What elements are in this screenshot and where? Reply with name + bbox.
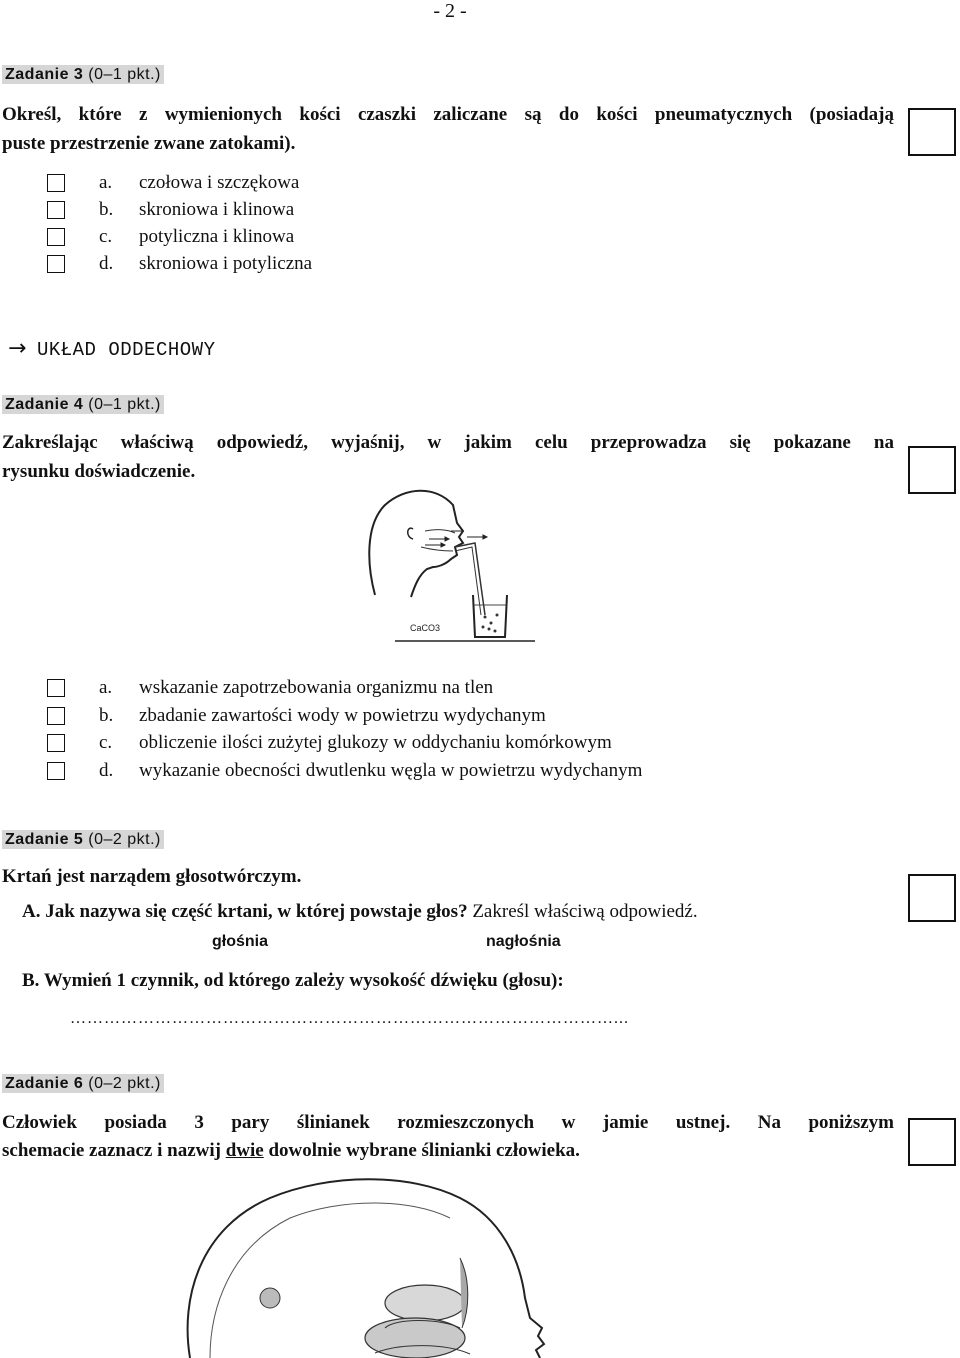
head-cross-section-figure[interactable]: [170, 1178, 570, 1358]
option-letter: d.: [99, 760, 114, 781]
task5-part-a-question: A. Jak nazywa się część krtani, w której powstaje głos?: [22, 901, 468, 922]
option-text: zbadanie zawartości wody w powietrzu wydychanym: [139, 705, 546, 726]
checkbox[interactable]: [47, 255, 65, 273]
caco3-label: CaCO3: [410, 623, 441, 633]
task6-score-box[interactable]: [908, 1118, 956, 1166]
task4-tag-name: Zadanie 4: [5, 396, 84, 413]
option-text: skroniowa i klinowa: [139, 199, 295, 220]
task3-option-c[interactable]: [47, 224, 294, 250]
task6-line2-start: schemacie zaznacz i nazwij: [2, 1140, 226, 1161]
task3-score-box[interactable]: [908, 108, 956, 156]
task4-option-d[interactable]: [47, 758, 642, 784]
option-letter: b.: [99, 199, 114, 220]
option-letter: c.: [99, 732, 113, 753]
task5-part-b: B. Wymień 1 czynnik, od którego zależy wysokość dźwięku (głosu):: [22, 970, 564, 991]
checkbox[interactable]: [47, 174, 65, 192]
throat: [421, 547, 453, 551]
option-letter: c.: [99, 226, 113, 247]
checkbox[interactable]: [47, 707, 65, 725]
task4-question-line1: Zakreślając właściwą odpowiedź, wyjaśnij, w jakim celu przeprowadza się pokazane na: [2, 432, 894, 453]
checkbox[interactable]: [47, 679, 65, 697]
task3-option-a[interactable]: [47, 170, 299, 196]
checkbox[interactable]: [47, 228, 65, 246]
task4-tag: [2, 396, 164, 414]
task6-line2-end: dowolnie wybrane ślinianki człowieka.: [263, 1140, 580, 1161]
nasal-cavity: [385, 1285, 465, 1321]
task5-tag: [2, 831, 164, 849]
task3-tag-points: (0–1 pkt.): [88, 66, 161, 83]
task5-part-a: [22, 897, 698, 926]
breathing-experiment-figure: [355, 485, 540, 645]
task4-option-b[interactable]: [47, 703, 546, 729]
head-outline: [369, 491, 463, 597]
answer-option-naglosnia[interactable]: nagłośnia: [486, 933, 561, 950]
task5-tag-points: (0–2 pkt.): [88, 831, 161, 848]
task5-score-box[interactable]: [908, 874, 956, 922]
option-text: wskazanie zapotrzebowania organizmu na tlen: [139, 677, 494, 698]
task6-question-line2: [2, 1136, 580, 1165]
task3-question-line2: puste przestrzenie zwane zatokami).: [2, 133, 296, 154]
task3-question-line1: Określ, które z wymienionych kości czaszki zaliczane są do kości pneumatycznych (posiadają: [2, 104, 894, 125]
task5-part-a-instruction: Zakreśl właściwą odpowiedź.: [467, 901, 698, 922]
ear-marker: [260, 1288, 280, 1308]
ear-outline: [408, 528, 413, 539]
task4-option-a[interactable]: [47, 675, 493, 701]
task4-score-box[interactable]: [908, 446, 956, 494]
option-letter: a.: [99, 677, 113, 698]
task6-tag-points: (0–2 pkt.): [88, 1075, 161, 1092]
task6-line2-underlined: dwie: [225, 1140, 264, 1161]
checkbox[interactable]: [47, 762, 65, 780]
task4-tag-points: (0–1 pkt.): [88, 396, 161, 413]
task6-tag-name: Zadanie 6: [5, 1075, 84, 1092]
checkbox[interactable]: [47, 201, 65, 219]
task4-question-line2: rysunku doświadczenie.: [2, 461, 196, 482]
option-text: skroniowa i potyliczna: [139, 253, 313, 274]
task3-option-d[interactable]: [47, 251, 312, 277]
answer-line[interactable]: ……………………………………………………………………………………...: [70, 1010, 629, 1027]
straw: [455, 543, 485, 615]
task3-option-b[interactable]: [47, 197, 294, 223]
option-letter: a.: [99, 172, 113, 193]
section-title: UKŁAD ODDECHOWY: [36, 339, 216, 361]
nasal-cavity: [425, 530, 455, 533]
task3-tag: [2, 66, 164, 84]
task4-option-c[interactable]: [47, 730, 612, 756]
option-text: czołowa i szczękowa: [139, 172, 300, 193]
arrow-icon: →: [8, 336, 27, 361]
option-letter: b.: [99, 705, 114, 726]
page-number: - 2 -: [433, 0, 467, 22]
task6-tag: [2, 1075, 164, 1093]
checkbox[interactable]: [47, 734, 65, 752]
answer-option-glosnia[interactable]: głośnia: [212, 933, 269, 950]
skull-outline: [188, 1179, 544, 1358]
option-text: obliczenie ilości zużytej glukozy w oddychaniu komórkowym: [139, 732, 612, 753]
glass: [473, 595, 507, 637]
task5-tag-name: Zadanie 5: [5, 831, 84, 848]
option-text: potyliczna i klinowa: [139, 226, 295, 247]
task5-intro: Krtań jest narządem głosotwórczym.: [2, 866, 302, 887]
option-letter: d.: [99, 253, 114, 274]
task6-question-line1: Człowiek posiada 3 pary ślinianek rozmieszczonych w jamie ustnej. Na poniższym: [2, 1112, 894, 1133]
section-heading: [8, 336, 215, 361]
task3-tag-name: Zadanie 3: [5, 66, 84, 83]
option-text: wykazanie obecności dwutlenku węgla w powietrzu wydychanym: [139, 760, 643, 781]
